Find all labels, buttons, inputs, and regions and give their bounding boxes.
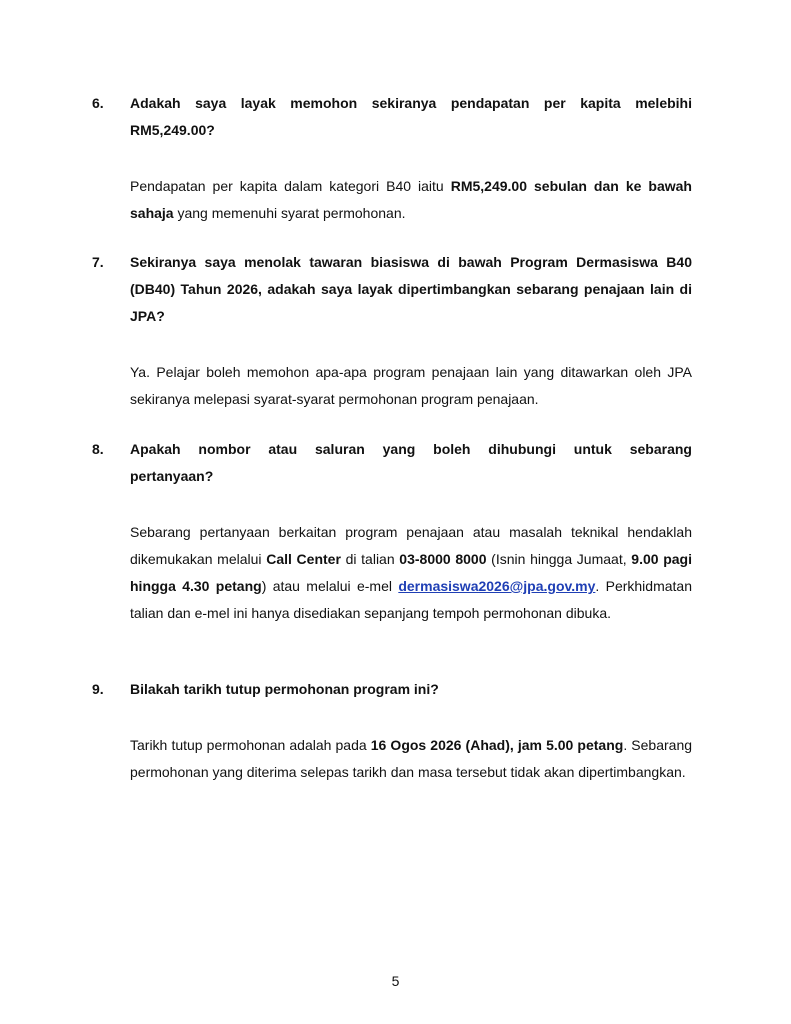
faq-item-8	[92, 436, 692, 627]
question-text: Bilakah tarikh tutup permohonan program ini?	[130, 681, 439, 697]
answer-text: Pendapatan per kapita dalam kategori B40 iaitu RM5,249.00 sebulan dan ke bawah sahaja yang memenuhi syarat permohonan.	[130, 178, 692, 221]
question-number: 8.	[92, 441, 104, 457]
question-text: Adakah saya layak memohon sekiranya pendapatan per kapita melebihi RM5,249.00?	[130, 95, 692, 138]
question-text: Apakah nombor atau saluran yang boleh dihubungi untuk sebarang pertanyaan?	[130, 441, 692, 484]
faq-item-6	[92, 90, 692, 227]
answer-text: Tarikh tutup permohonan adalah pada 16 Ogos 2026 (Ahad), jam 5.00 petang. Sebarang permohonan yang diterima selepas tarikh dan masa tersebut tidak akan dipertimbangkan.	[130, 737, 693, 780]
page-number: 5	[391, 973, 400, 989]
question-number: 9.	[92, 681, 104, 697]
answer-text: Sebarang pertanyaan berkaitan program penajaan atau masalah teknikal hendaklah dikemukakan melalui Call Center di talian 03-8000 8000 (Isnin hingga Jumaat, 9.00 pagi hingga 4.30 petang) atau melalui e-mel dermasiswa2026@jpa.gov.my. Perkhidmatan talian dan e-mel ini hanya disediakan sepanjang tempoh permohonan dibuka.	[130, 524, 692, 621]
faq-item-7	[92, 249, 692, 413]
answer-text: Ya. Pelajar boleh memohon apa-apa program penajaan lain yang ditawarkan oleh JPA sekiranya melepasi syarat-syarat permohonan program penajaan.	[130, 364, 692, 407]
question-number: 7.	[92, 254, 104, 270]
email-link[interactable]: dermasiswa2026@jpa.gov.my	[398, 578, 596, 594]
question-text: Sekiranya saya menolak tawaran biasiswa di bawah Program Dermasiswa B40 (DB40) Tahun 2026, adakah saya layak dipertimbangkan sebarang penajaan lain di JPA?	[130, 254, 692, 324]
question-number: 6.	[92, 95, 104, 111]
faq-item-9	[92, 676, 692, 786]
